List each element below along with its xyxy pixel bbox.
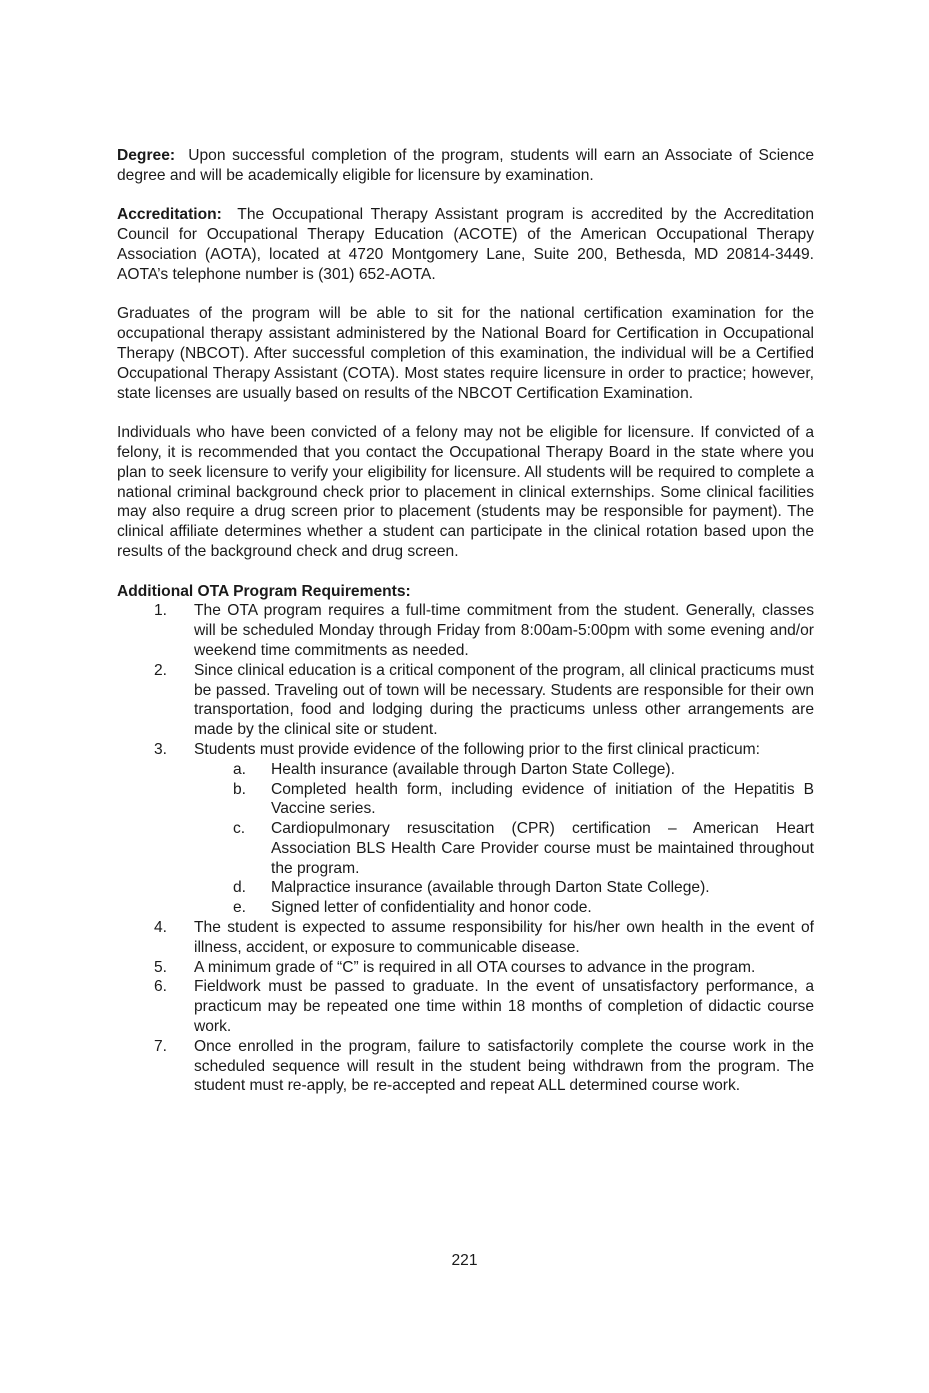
sub-list-item (194, 898, 814, 918)
accreditation-label: Accreditation: (117, 206, 222, 224)
felony-paragraph: Individuals who have been convicted of a felony may not be eligible for licensure. If convicted of a felony, it is recommended that you contact the Occupational Therapy Board in the state where you plan to seek licensure to verify your eligibility for licensure. All students will be required to complete a national criminal background check prior to placement in clinical externships. Some clinical facilities may also require a drug screen prior to placement (students may be responsible for payment). The clinical affiliate determines whether a student can participate in the clinical rotation based upon the results of the background check and drug screen. (117, 424, 814, 560)
degree-label: Degree: (117, 147, 176, 164)
item-text: The OTA program requires a full-time commitment from the student. Generally, classes will be scheduled Monday through Friday from 8:00am-5:00pm with some evening and/or weekend time commitments as needed. (194, 602, 814, 659)
item-text: Students must provide evidence of the following prior to the first clinical practicum: (194, 740, 760, 758)
item-number: 3. (154, 740, 168, 758)
list-item (117, 740, 814, 918)
requirements-list (117, 601, 814, 1096)
item-number: 7. (154, 1037, 168, 1055)
sub-list-item (194, 780, 814, 820)
sub-list-item (194, 760, 814, 780)
item-text: Fieldwork must be passed to graduate. In the event of unsatisfactory performance, a practicum may be repeated one time within 18 months of completion of didactic course work. (194, 978, 814, 1036)
list-item (117, 977, 814, 1036)
item-text: Once enrolled in the program, failure to satisfactorily complete the course work in the scheduled sequence will result in the student being withdrawn from the program. The student must re-apply, be re-accepted and repeat ALL determined course work. (194, 1037, 814, 1095)
sub-list-item (194, 819, 814, 878)
list-item (117, 958, 814, 978)
item-text: A minimum grade of “C” is required in all OTA courses to advance in the program. (194, 958, 756, 976)
document-page (117, 146, 814, 1096)
item-number: 4. (154, 919, 168, 937)
sub-item-text: Completed health form, including evidence of initiation of the Hepatitis B Vaccine series. (271, 780, 814, 818)
sub-list (194, 760, 814, 918)
requirements-heading: Additional OTA Program Requirements: (117, 582, 411, 600)
degree-text: Upon successful completion of the program, students will earn an Associate of Science degree and will be academically eligible for licensure by examination. (117, 147, 814, 184)
item-text: Since clinical education is a critical component of the program, all clinical practicums must be passed. Traveling out of town will be necessary. Students are responsible for their own transportation, food and lodging during the practicums unless other arrangements are made by the clinical site or student. (194, 661, 814, 739)
accreditation-text: The Occupational Therapy Assistant program is accredited by the Accreditation Council for Occupational Therapy Education (ACOTE) of the American Occupational Therapy Association (AOTA), located at 4720 Montgomery Lane, Suite 200, Bethesda, MD 20814-3449. AOTA’s telephone number is (301) 652-AOTA. (117, 206, 814, 283)
accreditation-paragraph (117, 205, 814, 284)
item-number: 6. (154, 978, 168, 996)
sub-item-letter: a. (233, 760, 247, 778)
sub-item-letter: e. (233, 899, 247, 917)
item-number: 2. (154, 661, 168, 679)
item-number: 5. (154, 958, 168, 976)
item-number: 1. (154, 602, 168, 620)
list-item (117, 601, 814, 660)
graduates-paragraph: Graduates of the program will be able to sit for the national certification examination for the occupational therapy assistant administered by the National Board for Certification in Occupational Therapy (NBCOT). After successful completion of this examination, the individual will be a Certified Occupational Therapy Assistant (COTA). Most states require licensure in order to practice; however, state licenses are usually based on results of the NBCOT Certification Examination. (117, 305, 814, 402)
sub-item-letter: d. (233, 879, 247, 897)
sub-item-text: Malpractice insurance (available through Darton State College). (271, 879, 710, 897)
degree-paragraph (117, 146, 814, 186)
sub-item-letter: b. (233, 780, 247, 798)
sub-list-item (194, 878, 814, 898)
list-item (117, 1037, 814, 1096)
list-item (117, 918, 814, 958)
page-number: 221 (451, 1252, 478, 1269)
sub-item-text: Health insurance (available through Darton State College). (271, 760, 675, 778)
item-text: The student is expected to assume responsibility for his/her own health in the event of illness, accident, or exposure to communicable disease. (194, 919, 814, 956)
sub-item-text: Signed letter of confidentiality and honor code. (271, 899, 592, 917)
list-item (117, 661, 814, 740)
sub-item-text: Cardiopulmonary resuscitation (CPR) certification – American Heart Association BLS Health Care Provider course must be maintained throughout the program. (271, 820, 814, 877)
sub-item-letter: c. (233, 820, 246, 838)
